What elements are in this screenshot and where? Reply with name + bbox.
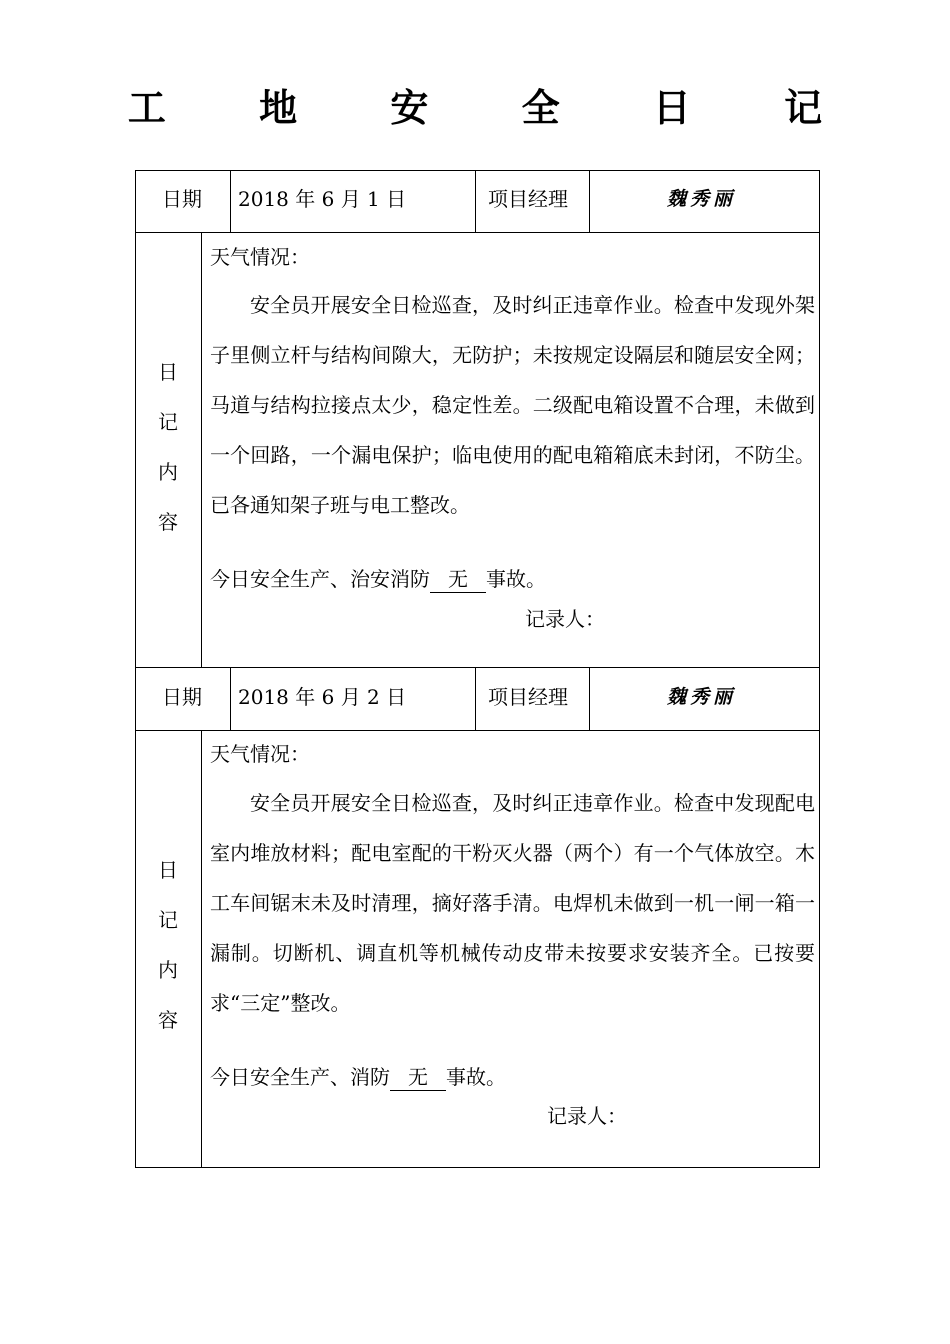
summary-prefix: 今日安全生产、消防	[210, 1065, 390, 1089]
diary-record-1	[135, 170, 820, 668]
table-border	[135, 170, 820, 171]
weather-label: 天气情况：	[210, 245, 310, 269]
accident-count: 无	[430, 566, 486, 593]
summary-line	[210, 1064, 506, 1091]
table-border	[230, 170, 231, 232]
manager-signature: 魏秀丽	[667, 188, 737, 210]
table-border	[135, 667, 820, 668]
diary-content-text: 安全员开展安全日检巡查，及时纠正违章作业。检查中发现外架子里侧立杆与结构间隙大，无防护；未按规定设隔层和随层安全网；马道与结构拉接点太少，稳定性差。二级配电箱设置不合理，未做到一个回路，一个漏电保护；临电使用的配电箱箱底未封闭，不防尘。已各通知架子班与电工整改。	[210, 293, 815, 517]
side-label-char: 记	[158, 908, 178, 932]
manager-label: 项目经理	[488, 187, 568, 211]
date-value: 2018 年 6 月 1 日	[238, 187, 407, 211]
table-border	[201, 232, 202, 668]
table-border	[201, 730, 202, 1168]
table-border	[589, 170, 590, 232]
table-border	[589, 667, 590, 730]
accident-count: 无	[390, 1064, 446, 1091]
table-border	[230, 667, 231, 730]
manager-signature: 魏秀丽	[667, 686, 737, 708]
recorder-label: 记录人：	[547, 1104, 627, 1128]
side-label-char: 容	[158, 510, 178, 534]
diary-record-2	[135, 667, 820, 1168]
date-label: 日期	[162, 187, 202, 211]
side-label-char: 日	[158, 858, 178, 882]
table-border	[475, 170, 476, 232]
side-label-char: 日	[158, 360, 178, 384]
manager-label: 项目经理	[488, 685, 568, 709]
diary-content-text: 安全员开展安全日检巡查，及时纠正违章作业。检查中发现配电室内堆放材料；配电室配的干粉灭火器（两个）有一个气体放空。木工车间锯末未及时清理，摘好落手清。电焊机未做到一机一闸一箱一漏制。切断机、调直机等机械传动皮带未按要求安装齐全。已按要求“三定”整改。	[210, 791, 815, 1015]
summary-line	[210, 566, 546, 593]
page-title: 工 地 安 全 日 记	[127, 86, 863, 130]
summary-suffix: 事故。	[446, 1065, 506, 1089]
side-label-char: 容	[158, 1008, 178, 1032]
table-border	[135, 1167, 820, 1168]
diary-content-label	[155, 845, 181, 1045]
side-label-char: 内	[158, 460, 178, 484]
date-value: 2018 年 6 月 2 日	[238, 685, 407, 709]
side-label-char: 记	[158, 410, 178, 434]
weather-label: 天气情况：	[210, 742, 310, 766]
table-border	[135, 232, 820, 233]
table-border	[819, 170, 820, 668]
summary-suffix: 事故。	[486, 567, 546, 591]
diary-content-label	[155, 347, 181, 547]
side-label-char: 内	[158, 958, 178, 982]
recorder-label: 记录人：	[525, 607, 605, 631]
table-border	[135, 170, 136, 668]
table-border	[135, 730, 820, 731]
table-border	[819, 667, 820, 1168]
summary-prefix: 今日安全生产、治安消防	[210, 567, 430, 591]
table-border	[475, 667, 476, 730]
table-border	[135, 667, 136, 1168]
date-label: 日期	[162, 685, 202, 709]
